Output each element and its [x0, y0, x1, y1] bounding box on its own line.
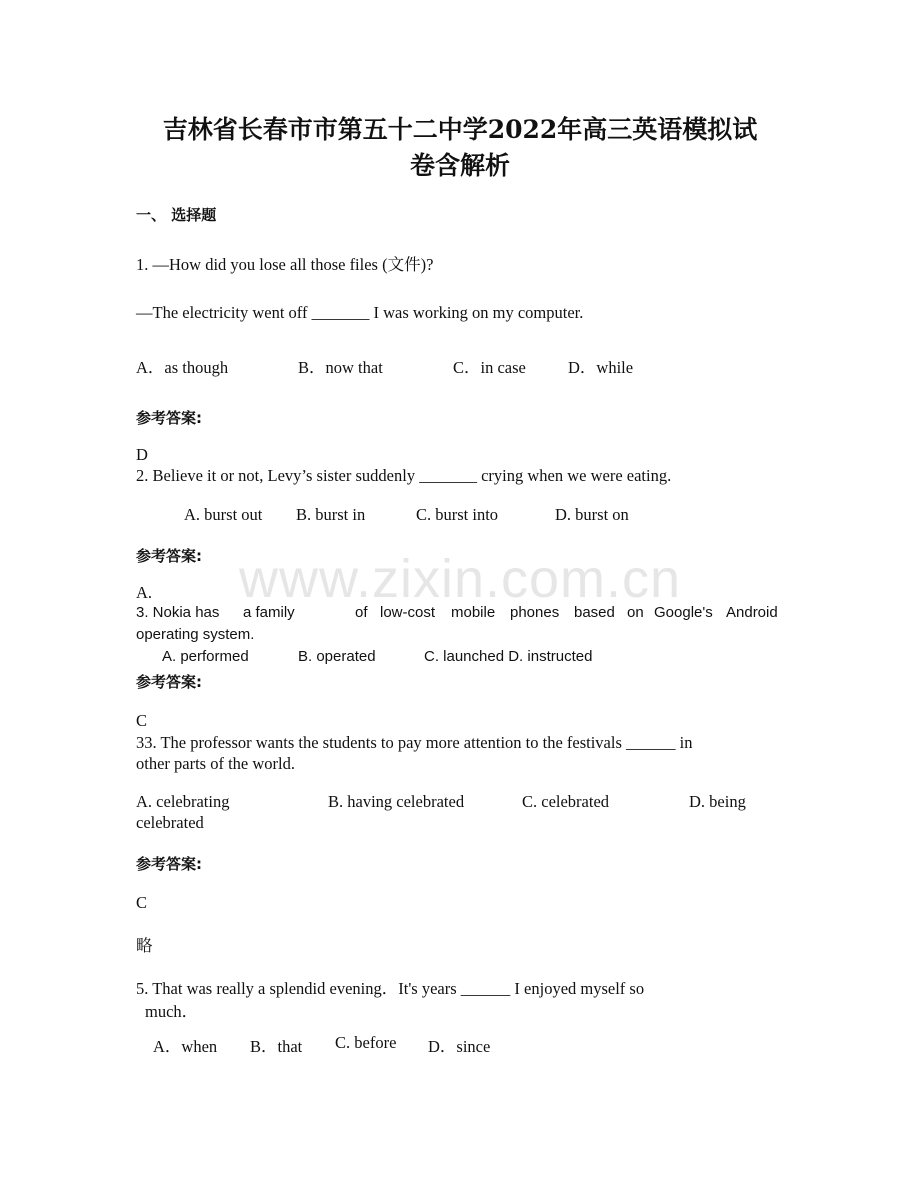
question-3-word-5: mobile: [451, 604, 496, 621]
question-33-line-1: 33. The professor wants the students to pay more attention to the festivals ______ in: [136, 733, 693, 752]
question-3-word-7: based: [574, 604, 615, 621]
question-1-option-d: D．while: [568, 358, 634, 377]
question-3-answer: C: [136, 711, 148, 730]
question-3-option-c-d: C. launched D. instructed: [424, 648, 593, 665]
question-1-option-c: C．in case: [453, 358, 526, 377]
question-33-option-a: A. celebrating: [136, 792, 230, 811]
question-3-word-9: Google's: [654, 604, 713, 621]
question-2-option-d: D. burst on: [555, 505, 629, 524]
question-3-word-8: on: [627, 604, 644, 621]
question-3-option-b: B. operated: [298, 648, 376, 665]
question-3-line-2: operating system.: [136, 626, 255, 643]
question-1-answer: D: [136, 445, 148, 464]
question-3-word-3: of: [355, 604, 368, 621]
question-1-answer-label: 参考答案:: [136, 409, 202, 427]
question-33-option-b: B. having celebrated: [328, 792, 465, 811]
document-title-line-2: 卷含解析: [409, 151, 510, 180]
question-1-option-b: B．now that: [298, 358, 383, 377]
question-3-word-4: low-cost: [380, 604, 436, 621]
question-33-option-d-continued: celebrated: [136, 813, 204, 832]
question-2-answer-label: 参考答案:: [136, 547, 202, 565]
question-2-line-1: 2. Believe it or not, Levy’s sister suddenly _______ crying when we were eating.: [136, 466, 672, 485]
question-33-answer-label: 参考答案:: [136, 855, 202, 873]
question-3-word-10: Android: [726, 604, 778, 621]
document-title-line-1: 吉林省长春市市第五十二中学2022年高三英语模拟试: [162, 115, 758, 144]
question-3-word-6: phones: [510, 604, 560, 621]
question-1-line-2: —The electricity went off _______ I was working on my computer.: [136, 303, 584, 322]
question-33-note: 略: [136, 936, 153, 955]
question-5-option-b: B．that: [250, 1037, 303, 1056]
question-3-option-a: A. performed: [162, 648, 249, 665]
question-33-answer: C: [136, 893, 148, 912]
question-5-line-1: 5. That was really a splendid evening．It's years ______ I enjoyed myself so: [136, 979, 645, 998]
question-1-option-a: A．as though: [136, 358, 229, 377]
question-33-option-d: D. being: [689, 792, 746, 811]
question-3-answer-label: 参考答案:: [136, 673, 202, 691]
question-2-option-b: B. burst in: [296, 505, 366, 524]
section-heading: 一、 选择题: [136, 206, 217, 224]
question-2-option-a: A. burst out: [184, 505, 263, 524]
question-5-option-c: C. before: [335, 1033, 397, 1052]
question-33-option-c: C. celebrated: [522, 792, 610, 811]
question-3-word-2: a family: [243, 604, 295, 621]
question-5-option-d: D．since: [428, 1037, 491, 1056]
question-3-word-1: 3. Nokia has: [136, 604, 220, 621]
question-2-answer: A.: [136, 583, 153, 602]
question-33-line-2: other parts of the world.: [136, 754, 295, 773]
question-2-option-c: C. burst into: [416, 505, 499, 524]
watermark: www.zixin.com.cn: [238, 549, 682, 609]
question-5-option-a: A．when: [153, 1037, 218, 1056]
question-1-line-1: 1. —How did you lose all those files (文件)?: [136, 255, 434, 274]
question-5-line-2: much．: [145, 1002, 199, 1021]
